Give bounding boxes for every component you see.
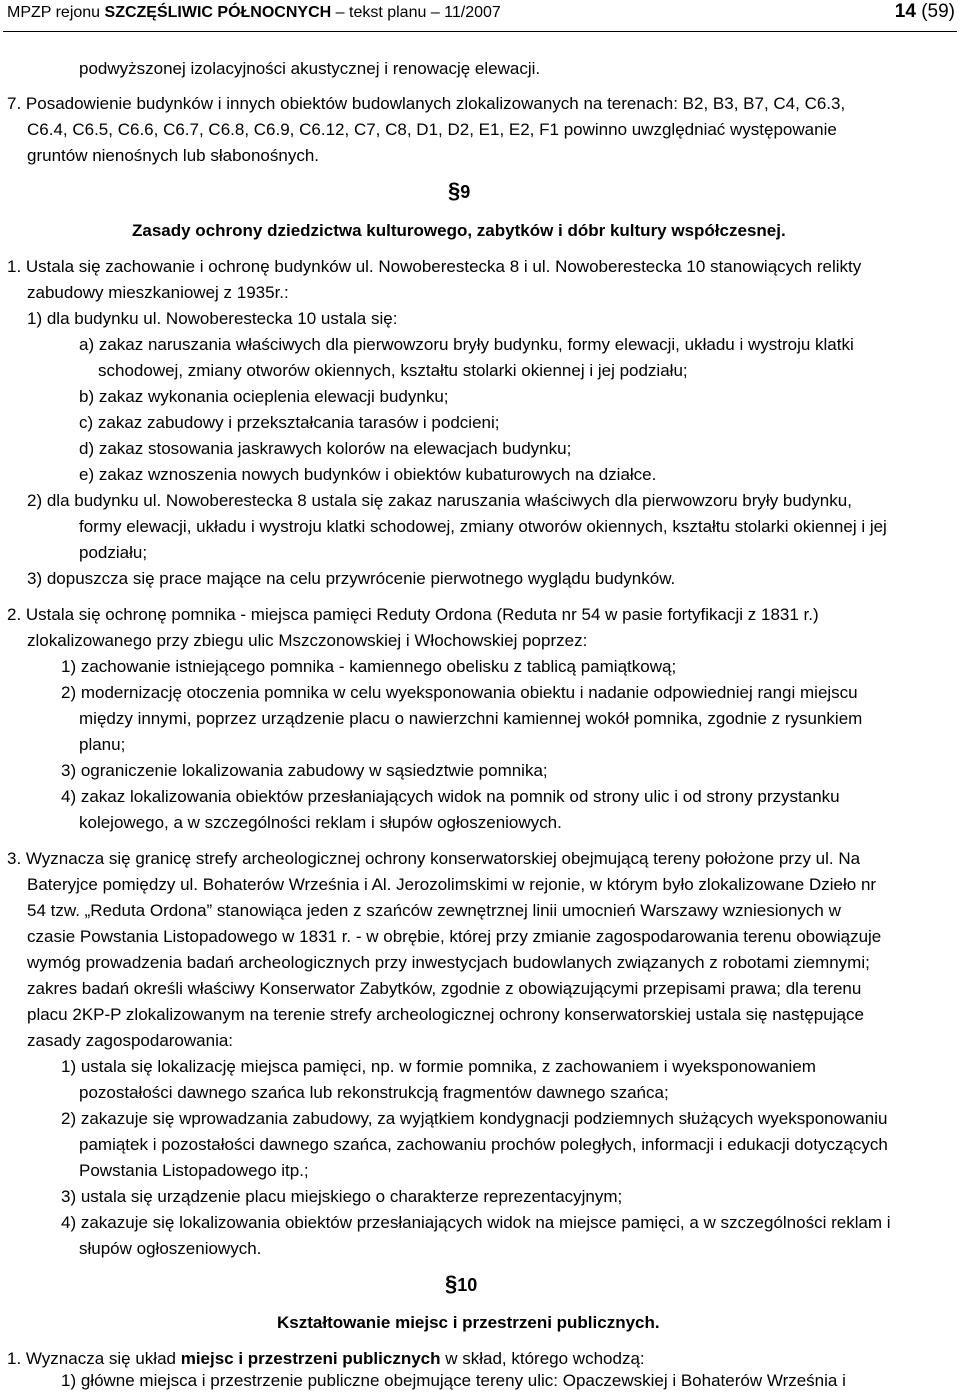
- text-line: 3) ustala się urządzenie placu miejskiego o charakterze reprezentacyjnym;: [61, 1187, 623, 1206]
- text-line: 1) zachowanie istniejącego pomnika - kamiennego obelisku z tablicą pamiątkową;: [61, 657, 677, 676]
- section-symbol: §: [445, 1271, 458, 1296]
- section-number: 9: [460, 182, 471, 202]
- header-prefix: MPZP rejonu: [7, 4, 105, 21]
- text-line: 2) modernizację otoczenia pomnika w celu wyeksponowania obiektu i nadanie odpowiedniej rangi miejscu: [61, 683, 858, 702]
- text-line: c) zakaz zabudowy i przekształcania tarasów i podcieni;: [79, 413, 500, 432]
- section-9-title: Zasady ochrony dziedzictwa kulturowego, zabytków i dóbr kultury współczesnej.: [132, 221, 786, 240]
- text-line: zabudowy mieszkaniowej z 1935r.:: [27, 283, 289, 302]
- text-line: 1) ustala się lokalizację miejsca pamięci, np. w formie pomnika, z zachowaniem i wyeksponowaniem: [61, 1057, 816, 1076]
- text-line: formy elewacji, układu i wystroju klatki schodowej, zmiany otworów okiennych, kształtu stolarki okiennej i jej: [79, 517, 887, 536]
- text-line: zasady zagospodarowania:: [27, 1031, 234, 1050]
- text-line: wymóg prowadzenia badań archeologicznych przy inwestycjach budowlanych związanych z robotami ziemnymi;: [27, 953, 870, 972]
- text-line: pamiątek i pozostałości dawnego szańca, zachowaniu prochów poległych, informacji i edukacji dotyczących: [79, 1135, 888, 1154]
- text-line: 2. Ustala się ochronę pomnika - miejsca pamięci Reduty Ordona (Reduta nr 54 w pasie fortyfikacji z 1831 r.): [7, 605, 819, 624]
- text-line: d) zakaz stosowania jaskrawych kolorów na elewacjach budynku;: [79, 439, 572, 458]
- text-line: podwyższonej izolacyjności akustycznej i renowację elewacji.: [79, 59, 541, 78]
- text-line: planu;: [79, 735, 126, 754]
- text-line: 54 tzw. „Reduta Ordona” stanowiąca jeden z szańców zewnętrznej linii umocnień Warszawy wzniesionych w: [27, 901, 841, 920]
- header-suffix: – tekst planu – 11/2007: [331, 4, 501, 21]
- page-number-total: (59): [921, 1, 955, 22]
- section-symbol: §: [448, 178, 461, 203]
- text-line: 1) dla budynku ul. Nowoberestecka 10 ustala się:: [27, 309, 398, 328]
- text-line: 3) dopuszcza się prace mające na celu przywrócenie pierwotnego wyglądu budynków.: [27, 569, 676, 588]
- page-number-current: 14: [894, 1, 916, 22]
- section-10-title: Kształtowanie miejsc i przestrzeni publicznych.: [277, 1313, 660, 1332]
- text-line: a) zakaz naruszania właściwych dla pierwowzoru bryły budynku, formy elewacji, układu i wystroju klatki: [79, 335, 854, 354]
- text-line: 4) zakaz lokalizowania obiektów przesłaniających widok na pomnik od strony ulic i od strony przystanku: [61, 787, 840, 806]
- page-number: [895, 0, 955, 24]
- text-line: 7. Posadowienie budynków i innych obiektów budowlanych zlokalizowanych na terenach: B2, B3, B7, C4, C6.3,: [7, 94, 846, 113]
- header-rule: [3, 31, 957, 32]
- text-line: 3) ograniczenie lokalizowania zabudowy w sąsiedztwie pomnika;: [61, 761, 548, 780]
- header-title: [7, 1, 501, 25]
- text-span-bold: miejsc i przestrzeni publicznych: [180, 1349, 441, 1368]
- text-line: podziału;: [79, 543, 148, 562]
- text-line: b) zakaz wykonania ocieplenia elewacji budynku;: [79, 387, 449, 406]
- section-9-heading: [448, 179, 470, 205]
- text-line: 4) zakazuje się lokalizowania obiektów przesłaniających widok na miejsce pamięci, a w szczególności reklam i: [61, 1213, 891, 1232]
- text-line: Bateryjce pomiędzy ul. Bohaterów Września i Al. Jerozolimskimi w rejonie, w którym było zlokalizowane Dzieło nr: [27, 875, 877, 894]
- text-line: słupów ogłoszeniowych.: [79, 1239, 262, 1258]
- text-line: pozostałości dawnego szańca lub rekonstrukcją fragmentów dawnego szańca;: [79, 1083, 669, 1102]
- text-line: kolejowego, a w szczególności reklam i słupów ogłoszeniowych.: [79, 813, 562, 832]
- text-line: między innymi, poprzez urządzenie placu o nawierzchni kamiennej wokół pomnika, zgodnie z rysunkiem: [79, 709, 863, 728]
- header-bold: SZCZĘŚLIWIC PÓŁNOCNYCH: [104, 4, 332, 21]
- text-line: 2) zakazuje się wprowadzania zabudowy, za wyjątkiem kondygnacji podziemnych służących wyeksponowaniu: [61, 1109, 888, 1128]
- text-line: gruntów nienośnych lub słabonośnych.: [27, 146, 320, 165]
- text-line: e) zakaz wznoszenia nowych budynków i obiektów kubaturowych na działce.: [79, 465, 657, 484]
- section-number: 10: [457, 1275, 478, 1295]
- text-line: zakres badań określi właściwy Konserwator Zabytków, zgodnie z obowiązującymi przepisami prawa; dla terenu: [27, 979, 862, 998]
- text-line: C6.4, C6.5, C6.6, C6.7, C6.8, C6.9, C6.12, C7, C8, D1, D2, E1, E2, F1 powinno uwzględniać występowanie: [27, 120, 837, 139]
- text-span: w skład, którego wchodzą:: [440, 1349, 645, 1368]
- text-line: 1) główne miejsca i przestrzenie publiczne obejmujące tereny ulic: Opaczewskiej i Bohaterów Września i: [61, 1371, 846, 1390]
- text-span: 1. Wyznacza się układ: [7, 1349, 181, 1368]
- text-line: [7, 1347, 645, 1371]
- text-line: zlokalizowanego przy zbiegu ulic Mszczonowskiej i Włochowskiej poprzez:: [27, 631, 588, 650]
- text-line: Powstania Listopadowego itp.;: [79, 1161, 309, 1180]
- text-line: 3. Wyznacza się granicę strefy archeologicznej ochrony konserwatorskiej obejmującą tereny położone przy ul. Na: [7, 849, 861, 868]
- section-10-heading: [445, 1272, 477, 1298]
- text-line: czasie Powstania Listopadowego w 1831 r. - w obrębie, której przy zmianie zagospodarowania terenu obowiązuje: [27, 927, 882, 946]
- text-line: placu 2KP-P zlokalizowanym na terenie strefy archeologicznej ochrony konserwatorskiej ustala się następujące: [27, 1005, 864, 1024]
- text-line: 2) dla budynku ul. Nowoberestecka 8 ustala się zakaz naruszania właściwych dla pierwowzoru bryły budynku,: [27, 491, 852, 510]
- text-line: 1. Ustala się zachowanie i ochronę budynków ul. Nowoberestecka 8 i ul. Nowoberestecka 10 stanowiących relikty: [7, 257, 862, 276]
- text-line: schodowej, zmiany otworów okiennych, kształtu stolarki okiennej i jej podziału;: [98, 361, 688, 380]
